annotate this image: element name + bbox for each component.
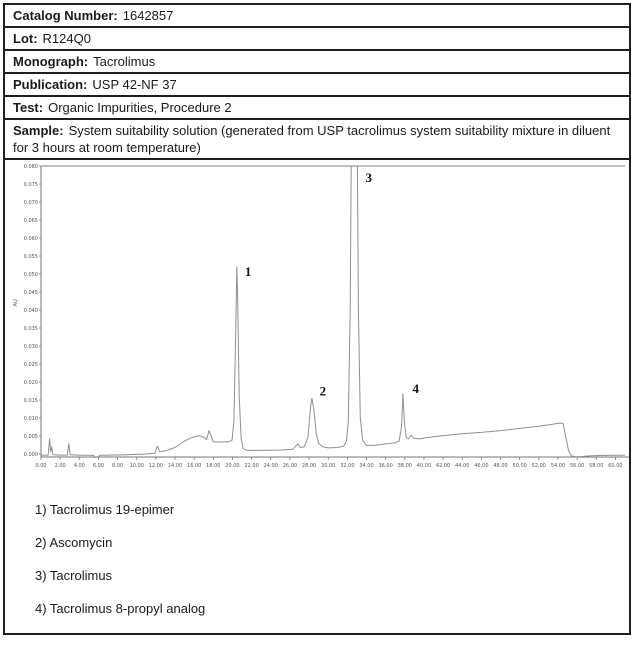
svg-text:60.00: 60.00 <box>608 463 623 469</box>
sample-label: Sample: <box>13 123 64 138</box>
publication-label: Publication: <box>13 77 88 92</box>
svg-text:0.020: 0.020 <box>23 379 38 386</box>
svg-text:0.080: 0.080 <box>23 163 38 170</box>
lot-label: Lot: <box>13 31 38 46</box>
row-test <box>5 97 629 120</box>
svg-text:12.00: 12.00 <box>148 463 164 469</box>
svg-text:48.00: 48.00 <box>493 463 508 469</box>
svg-text:16.00: 16.00 <box>187 463 202 469</box>
svg-text:42.00: 42.00 <box>435 463 451 469</box>
monograph-value: Tacrolimus <box>93 54 156 69</box>
row-sample <box>5 120 629 160</box>
svg-text:0.070: 0.070 <box>23 199 38 206</box>
svg-text:0.010: 0.010 <box>23 415 38 422</box>
svg-text:40.00: 40.00 <box>416 463 432 469</box>
svg-text:0.040: 0.040 <box>23 307 38 314</box>
svg-text:38.00: 38.00 <box>397 463 412 469</box>
svg-text:0.045: 0.045 <box>23 289 38 296</box>
catalog-number-value: 1642857 <box>122 8 174 23</box>
legend-item-3: 3) Tacrolimus <box>35 568 113 583</box>
chromatogram <box>5 162 629 484</box>
svg-text:0.025: 0.025 <box>23 361 38 368</box>
svg-text:20.00: 20.00 <box>225 463 240 469</box>
svg-text:10.00: 10.00 <box>129 463 144 469</box>
svg-text:0.005: 0.005 <box>23 433 38 440</box>
catalog-number-label: Catalog Number: <box>13 8 118 23</box>
svg-text:0.075: 0.075 <box>23 181 38 188</box>
svg-text:6.00: 6.00 <box>92 463 105 469</box>
svg-text:26.00: 26.00 <box>282 463 298 469</box>
svg-text:0.000: 0.000 <box>23 451 38 458</box>
svg-text:44.00: 44.00 <box>455 463 470 469</box>
svg-text:0.050: 0.050 <box>23 271 38 278</box>
monograph-label: Monograph: <box>13 54 89 69</box>
row-publication <box>5 74 629 97</box>
svg-text:18.00: 18.00 <box>206 463 221 469</box>
svg-text:0.065: 0.065 <box>23 217 38 224</box>
svg-text:14.00: 14.00 <box>167 463 183 469</box>
svg-text:36.00: 36.00 <box>378 463 393 469</box>
svg-text:3: 3 <box>365 170 373 186</box>
legend-item-4: 4) Tacrolimus 8-propyl analog <box>35 601 206 616</box>
svg-text:0.060: 0.060 <box>23 235 38 242</box>
svg-text:52.00: 52.00 <box>531 463 547 469</box>
svg-text:46.00: 46.00 <box>474 463 489 469</box>
row-lot <box>5 28 629 51</box>
test-label: Test: <box>13 100 44 115</box>
svg-text:0.030: 0.030 <box>23 343 38 350</box>
publication-value: USP 42-NF 37 <box>92 77 177 92</box>
row-catalog-number <box>5 5 629 28</box>
svg-text:2.00: 2.00 <box>54 463 66 469</box>
svg-text:28.00: 28.00 <box>301 463 317 469</box>
svg-text:24.00: 24.00 <box>263 463 278 469</box>
svg-text:30.00: 30.00 <box>321 463 336 469</box>
svg-text:58.00: 58.00 <box>589 463 604 469</box>
svg-text:54.00: 54.00 <box>550 463 566 469</box>
row-monograph <box>5 51 629 74</box>
svg-text:32.00: 32.00 <box>340 463 355 469</box>
sample-value: System suitability solution (generated from USP tacrolimus system suitability mixture in diluent for 3 hours at room temperature) <box>13 123 611 155</box>
svg-text:1: 1 <box>244 263 252 279</box>
svg-text:0.015: 0.015 <box>23 397 38 404</box>
svg-text:22.00: 22.00 <box>244 463 259 469</box>
svg-text:0.055: 0.055 <box>23 253 38 260</box>
certificate-page <box>3 3 631 635</box>
legend-item-1: 1) Tacrolimus 19-epimer <box>35 502 175 517</box>
lot-value: R124Q0 <box>42 31 91 46</box>
svg-text:4: 4 <box>412 380 419 396</box>
test-value: Organic Impurities, Procedure 2 <box>48 100 232 115</box>
legend-item-2: 2) Ascomycin <box>35 535 113 550</box>
svg-text:2: 2 <box>319 383 327 399</box>
svg-text:50.00: 50.00 <box>512 463 527 469</box>
svg-text:AU: AU <box>13 299 19 307</box>
svg-text:0.00: 0.00 <box>35 463 47 469</box>
chromatogram-plot <box>5 162 631 482</box>
svg-text:34.00: 34.00 <box>359 463 374 469</box>
svg-text:4.00: 4.00 <box>73 463 85 469</box>
svg-text:56.00: 56.00 <box>569 463 585 469</box>
svg-text:0.035: 0.035 <box>23 325 38 332</box>
peak-legend <box>35 502 629 617</box>
svg-text:8.00: 8.00 <box>112 463 124 469</box>
